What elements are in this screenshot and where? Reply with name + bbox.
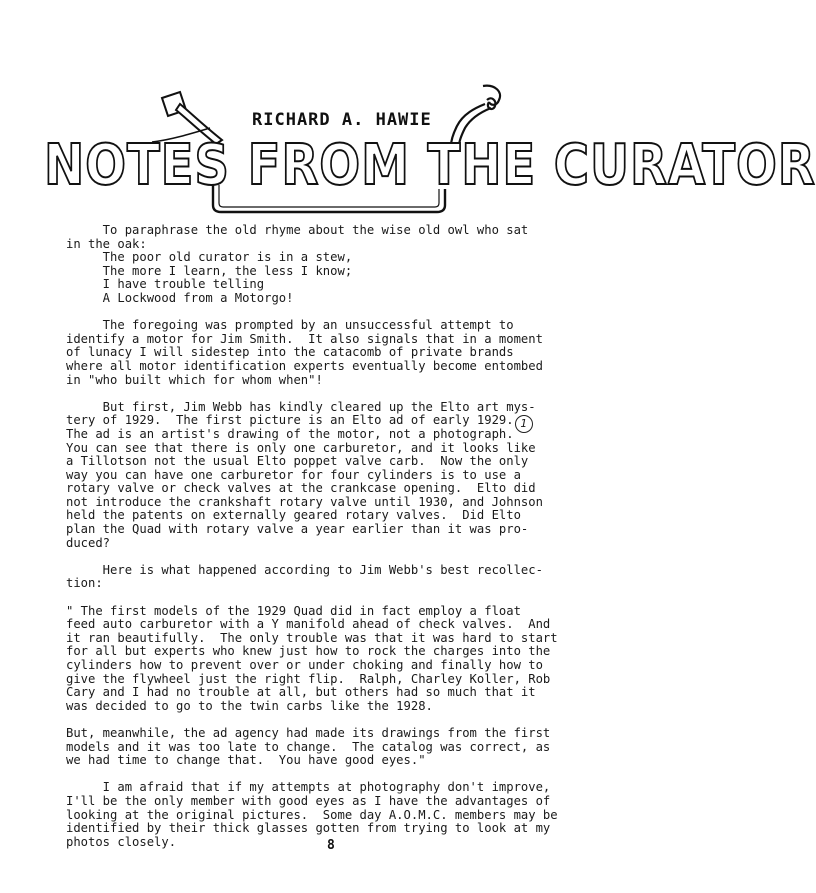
text-line: for all but experts who knew just how to rock the charges into the: [66, 644, 551, 659]
title-underline-bracket: [205, 185, 455, 217]
text-line: looking at the original pictures. Some day A.O.M.C. members may be: [66, 807, 558, 822]
text-line: duced?: [66, 535, 111, 550]
text-line: But, meanwhile, the ad agency had made its drawings from the first: [66, 725, 551, 740]
article-body: [66, 224, 626, 849]
text-line: rotary valve or check valves at the crankcase opening. Elto did: [66, 481, 536, 496]
figure-reference-marker: 1: [515, 415, 533, 433]
text-line: I am afraid that if my attempts at photography don't improve,: [66, 780, 551, 795]
paragraph-quote-ad-agency: [66, 727, 626, 768]
paragraph-foregoing: [66, 319, 626, 387]
text-line: it ran beautifully. The only trouble was that it was hard to start: [66, 630, 558, 645]
text-line: I'll be the only member with good eyes as I have the advantages of: [66, 793, 551, 808]
page-number: 8: [327, 838, 335, 853]
text-line: in "who built which for whom when"!: [66, 372, 323, 387]
text-line: feed auto carburetor with a Y manifold ahead of check valves. And: [66, 617, 551, 632]
text-line: But first, Jim Webb has kindly cleared up the Elto art mys-: [66, 399, 536, 414]
text-line: not introduce the crankshaft rotary valve until 1930, and Johnson: [66, 494, 543, 509]
text-line: The foregoing was prompted by an unsuccessful attempt to: [66, 318, 514, 333]
text-line: A Lockwood from a Motorgo!: [66, 290, 294, 305]
text-line: where all motor identification experts eventually become entombed: [66, 358, 543, 373]
text-line: Cary and I had no trouble at all, but others had so much that it: [66, 685, 536, 700]
text-line: photos closely.: [66, 834, 177, 849]
text-line: I have trouble telling: [66, 277, 265, 292]
text-line: You can see that there is only one carburetor, and it looks like: [66, 440, 536, 455]
text-line: The more I learn, the less I know;: [66, 263, 353, 278]
text-line: way you can have one carburetor for four cylinders is to use a: [66, 467, 521, 482]
text-line: To paraphrase the old rhyme about the wise old owl who sat: [66, 223, 529, 237]
text-line: give the flywheel just the right flip. Ralph, Charley Koller, Rob: [66, 671, 551, 686]
page-title: NOTES FROM THE CURATOR: [44, 133, 816, 198]
text-line: held the patents on externally geared rotary valves. Did Elto: [66, 508, 521, 523]
text-line: The poor old curator is in a stew,: [66, 250, 353, 265]
text-line: Here is what happened according to Jim Webb's best recollec-: [66, 562, 543, 577]
text-line: a Tillotson not the usual Elto poppet valve carb. Now the only: [66, 454, 529, 469]
text-line: [66, 413, 626, 431]
text-line: plan the Quad with rotary valve a year earlier than it was pro-: [66, 522, 529, 537]
paragraph-elto-mystery: [66, 401, 626, 551]
text-line: we had time to change that. You have good eyes.": [66, 753, 426, 768]
text-line: models and it was too late to change. The catalog was correct, as: [66, 739, 551, 754]
text-line: The ad is an artist's drawing of the motor, not a photograph.: [66, 426, 514, 441]
paragraph-quote-first-models: [66, 605, 626, 714]
text-line: was decided to go to the twin carbs like the 1928.: [66, 698, 433, 713]
text-line-content: tery of 1929. The first picture is an Elto ad of early 1929.: [66, 413, 514, 428]
text-line: of lunacy I will sidestep into the catacomb of private brands: [66, 345, 514, 360]
paragraph-photography: [66, 781, 626, 849]
text-line: tion:: [66, 576, 103, 591]
text-line: identify a motor for Jim Smith. It also signals that in a moment: [66, 331, 543, 346]
text-line: identified by their thick glasses gotten from trying to look at my: [66, 821, 551, 836]
paragraph-recollection-intro: [66, 564, 626, 591]
text-line: in the oak:: [66, 236, 147, 251]
text-line: cylinders how to prevent over or under choking and finally how to: [66, 658, 543, 672]
author-name: RICHARD A. HAWIE: [252, 110, 432, 130]
text-line: " The first models of the 1929 Quad did in fact employ a float: [66, 603, 521, 618]
paragraph-rhyme: [66, 224, 626, 306]
